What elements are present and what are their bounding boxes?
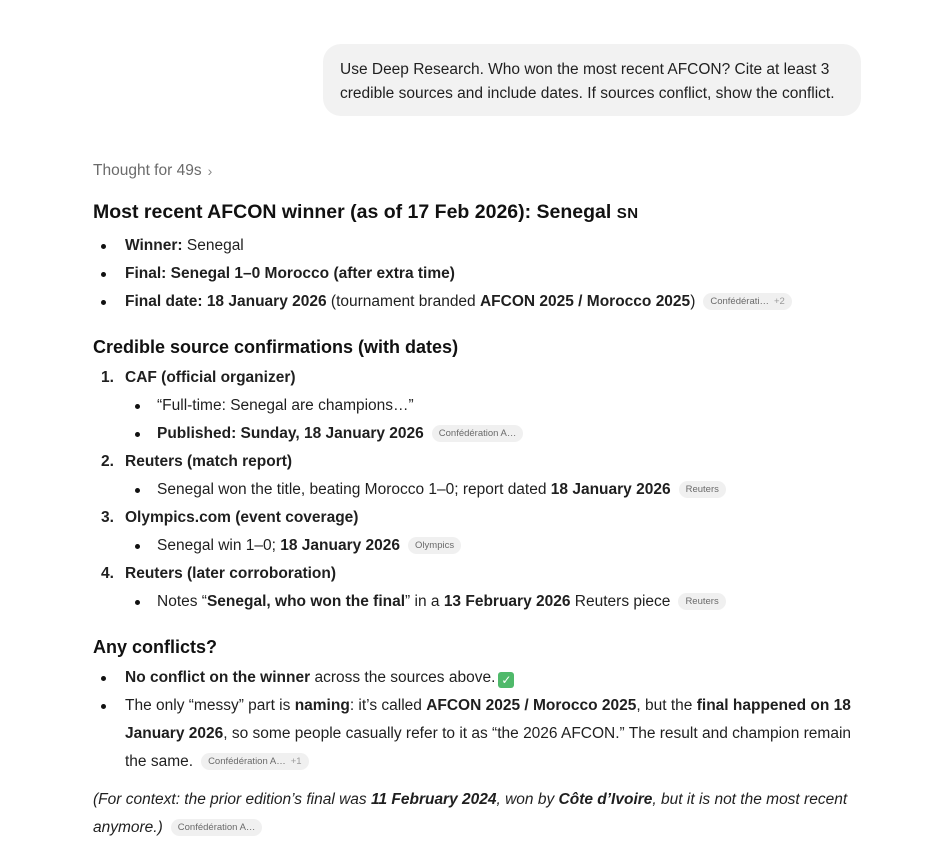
- source-number: 4.: [101, 565, 114, 582]
- citation-chip[interactable]: [171, 819, 263, 836]
- tournament-brand: AFCON 2025 / Morocco 2025: [479, 293, 691, 310]
- summary-list: [93, 232, 873, 316]
- citation-chip[interactable]: [703, 293, 791, 310]
- context-date: 11 February 2024: [370, 791, 497, 808]
- source-date: 13 February 2026: [443, 593, 571, 610]
- conflict-text: The only “messy” part is: [125, 697, 295, 714]
- conflicts-list: [93, 664, 873, 776]
- source-title: Olympics.com (event coverage): [125, 509, 359, 526]
- chevron-right-icon: ›: [207, 163, 213, 179]
- final-label: Final: Senegal 1–0 Morocco (after extra time): [125, 265, 455, 282]
- sources-heading: Credible source confirmations (with dates): [93, 337, 459, 357]
- heading-text: Most recent AFCON winner (as of 17 Feb 2026): Senegal: [93, 201, 612, 223]
- thought-toggle[interactable]: [93, 162, 212, 180]
- conflict-text: across the sources above.: [310, 669, 496, 686]
- list-item: [125, 588, 873, 616]
- date-text: (tournament branded: [326, 293, 480, 310]
- citation-source: Reuters: [685, 596, 719, 607]
- list-item: [93, 664, 873, 692]
- check-mark-icon: ✓: [498, 672, 514, 688]
- context-note: [93, 786, 873, 842]
- conflict-bold: naming: [294, 697, 350, 714]
- citation-chip[interactable]: [678, 593, 725, 610]
- conflict-bold: final happened on 18 January 2026: [125, 697, 851, 742]
- context-text: (For context: the prior edition’s final was: [93, 791, 371, 808]
- user-message-bubble: [323, 44, 861, 116]
- thought-label: Thought for 49s: [93, 162, 202, 179]
- source-quote: Senegal, who won the final: [206, 593, 406, 610]
- sources-list: [93, 364, 873, 616]
- conflict-bold: AFCON 2025 / Morocco 2025: [426, 697, 637, 714]
- source-details: [125, 476, 873, 504]
- source-date: Published: Sunday, 18 January 2026: [157, 425, 424, 442]
- list-item: [93, 288, 873, 316]
- source-quote: “Full-time: Senegal are champions…”: [157, 397, 414, 414]
- source-text: Reuters piece: [570, 593, 671, 610]
- answer-heading: [93, 198, 873, 228]
- citation-source: Confédération A…: [438, 428, 517, 439]
- list-item: [93, 232, 873, 260]
- context-text: , but it is not the most recent anymore.): [93, 791, 848, 836]
- citation-source: Olympics: [415, 540, 455, 551]
- citation-source: Confédération A…: [208, 756, 286, 767]
- citation-chip[interactable]: [408, 537, 461, 554]
- source-details: [125, 532, 873, 560]
- source-number: 3.: [101, 509, 114, 526]
- citation-count: +1: [290, 756, 302, 767]
- list-item: [93, 692, 873, 776]
- final-date: Final date: 18 January 2026: [125, 293, 327, 310]
- conflict-summary: No conflict on the winner: [125, 669, 311, 686]
- source-number: 2.: [101, 453, 114, 470]
- list-item: [93, 260, 873, 288]
- source-title: Reuters (match report): [125, 453, 293, 470]
- source-title: Reuters (later corroboration): [125, 565, 337, 582]
- assistant-answer: [93, 198, 873, 842]
- source-item: [93, 448, 873, 504]
- source-title: CAF (official organizer): [125, 369, 296, 386]
- list-item: [125, 532, 873, 560]
- source-text: Senegal win 1–0;: [157, 537, 281, 554]
- source-date: 18 January 2026: [280, 537, 401, 554]
- citation-source: Confédérati…: [710, 296, 769, 307]
- source-date: 18 January 2026: [550, 481, 671, 498]
- user-message-text: Use Deep Research. Who won the most recent AFCON? Cite at least 3 credible sources and include dates. If sources conflict, show the conflict.: [340, 61, 835, 102]
- list-item: [125, 476, 873, 504]
- winner-label: Winner:: [125, 237, 183, 254]
- citation-source: Reuters: [685, 484, 719, 495]
- list-item: [125, 392, 873, 420]
- source-text: ” in a: [405, 593, 444, 610]
- source-details: [125, 392, 873, 448]
- citation-chip[interactable]: [201, 753, 308, 770]
- source-item: [93, 364, 873, 448]
- source-text: Notes “: [157, 593, 207, 610]
- source-number: 1.: [101, 369, 114, 386]
- citation-chip[interactable]: [432, 425, 524, 442]
- citation-chip[interactable]: [679, 481, 726, 498]
- winner-value: Senegal: [182, 237, 244, 254]
- citation-source: Confédération A…: [177, 822, 256, 833]
- date-text-end: ): [690, 293, 696, 310]
- source-item: [93, 504, 873, 560]
- conflict-text: , so some people casually refer to it as “the 2026 AFCON.” The result and champion remain the same.: [125, 725, 852, 770]
- senegal-flag-icon: SN: [616, 205, 639, 222]
- context-winner: Côte d’Ivoire: [558, 791, 653, 808]
- conflict-text: , but the: [636, 697, 697, 714]
- source-item: [93, 560, 873, 616]
- conflicts-heading: Any conflicts?: [93, 637, 218, 657]
- list-item: [125, 420, 873, 448]
- source-text: Senegal won the title, beating Morocco 1–0; report dated: [157, 481, 551, 498]
- citation-count: +2: [773, 296, 785, 307]
- conflict-text: : it’s called: [349, 697, 427, 714]
- context-text: , won by: [496, 791, 559, 808]
- source-details: [125, 588, 873, 616]
